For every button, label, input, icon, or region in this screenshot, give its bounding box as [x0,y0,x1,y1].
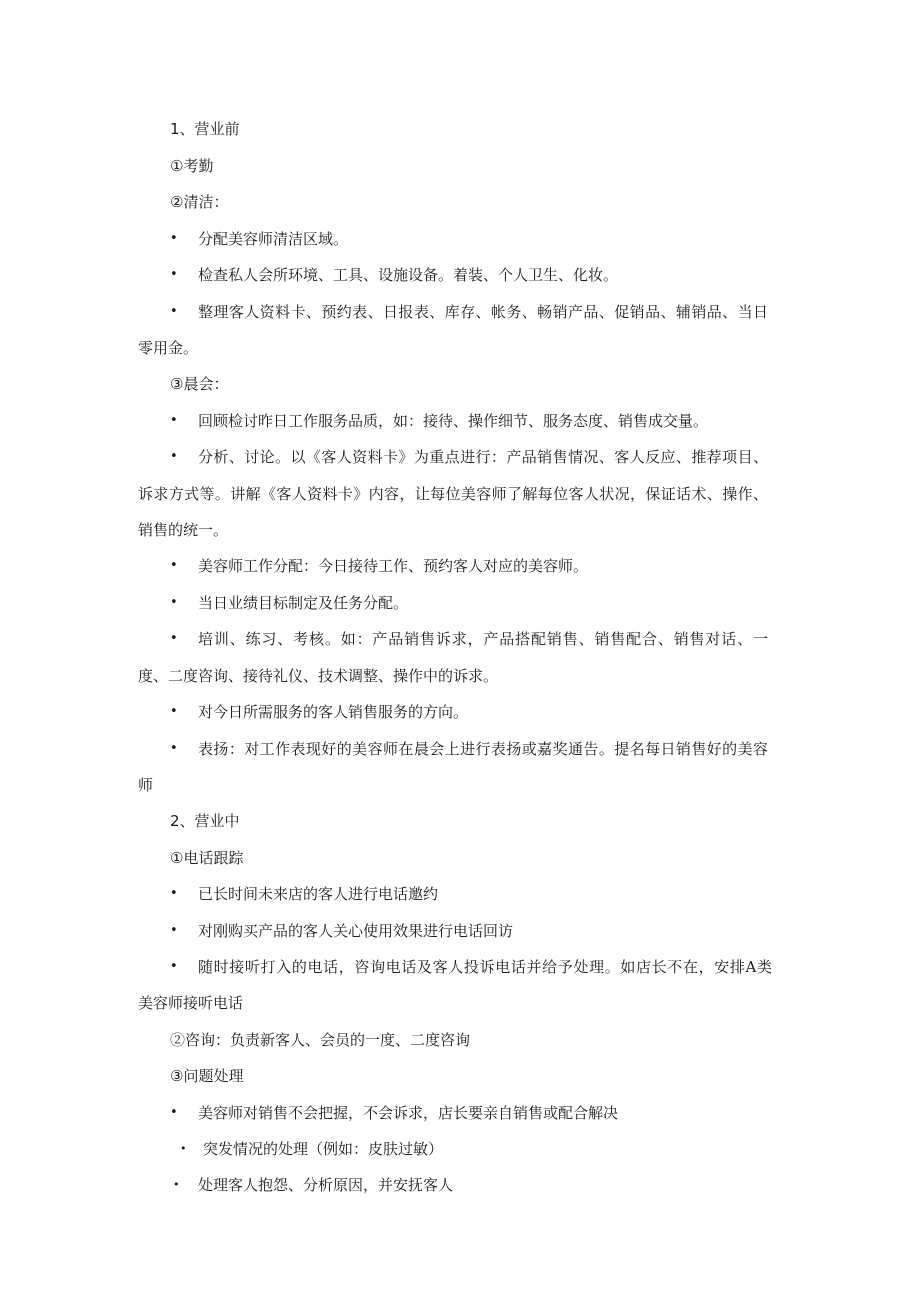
problem-item-sales-help: 美容师对销售不会把握，不会诉求，店长要亲自销售或配合解决 [198,1104,619,1122]
bullet-marker: • [170,304,178,319]
meeting-item-review: 回顾检讨昨日工作服务品质，如：接待、操作细节、服务态度、销售成交量。 [198,412,709,430]
subheading-consultation: ②咨询：负责新客人、会员的一度、二度咨询 [170,1031,471,1049]
bullet-marker: • [170,1105,178,1120]
cleaning-item-3-line-2: 零用金。 [138,339,199,357]
phone-item-answer-line-2: 美容师接听电话 [138,994,244,1012]
subheading-cleaning: ②清洁： [170,193,229,211]
phone-item-invite: 已长时间未来店的客人进行电话邀约 [198,885,439,903]
phone-item-followup: 对刚购买产品的客人关心使用效果进行电话回访 [198,922,514,940]
cleaning-item-2: 检查私人会所环境、工具、设施设备。着装、个人卫生、化妆。 [198,266,619,284]
subheading-problem-handling: ③问题处理 [170,1067,244,1085]
meeting-item-analysis-line-2: 诉求方式等。讲解《客人资料卡》内容，让每位美容师了解每位客人状况，保证话术、操作、 [138,485,768,503]
cleaning-item-3-line-1: 整理客人资料卡、预约表、日报表、库存、帐务、畅销产品、促销品、辅销品、当日 [198,303,768,321]
meeting-item-analysis-line-3: 销售的统一。 [138,521,229,539]
cleaning-item-1: 分配美容师清洁区域。 [198,230,349,248]
bullet-marker: • [170,959,178,974]
meeting-item-direction: 对今日所需服务的客人销售服务的方向。 [198,703,469,721]
meeting-item-analysis-line-1: 分析、讨论。以《客人资料卡》为重点进行：产品销售情况、客人反应、推荐项目、 [198,448,768,466]
bullet-marker: • [170,886,178,901]
meeting-item-praise-line-1: 表扬：对工作表现好的美容师在晨会上进行表扬或嘉奖通告。提名每日销售好的美容 [198,740,768,758]
meeting-item-training-line-2: 度、二度咨询、接待礼仪、技术调整、操作中的诉求。 [138,667,499,685]
bullet-marker: • [170,267,178,282]
subheading-phone-tracking: ①电话跟踪 [170,849,244,867]
subheading-attendance: ①考勤 [170,157,214,175]
problem-item-complaints: 处理客人抱怨、分析原因，并安抚客人 [198,1176,454,1194]
bullet-marker: • [170,449,178,464]
bullet-marker: • [170,631,178,646]
bullet-marker: • [170,741,178,756]
bullet-marker: • [170,231,178,246]
meeting-item-assignment: 美容师工作分配：今日接待工作、预约客人对应的美容师。 [198,557,589,575]
phone-item-answer-line-1: 随时接听打入的电话，咨询电话及客人投诉电话并给予处理。如店长不在，安排A类 [198,958,772,976]
meeting-item-praise-line-2: 师 [138,776,154,794]
section-title-during-business: 2、营业中 [170,812,240,830]
bullet-marker: • [170,413,178,428]
meeting-item-training-line-1: 培训、练习、考核。如：产品销售诉求，产品搭配销售、销售配合、销售对话、一 [198,630,768,648]
bullet-marker: • [170,595,178,610]
bullet-marker: • [173,1178,180,1191]
section-title-before-business: 1、营业前 [170,120,240,138]
bullet-marker: • [180,1142,187,1155]
subheading-morning-meeting: ③晨会： [170,375,229,393]
bullet-marker: • [170,923,178,938]
problem-item-emergency: 突发情况的处理（例如：皮肤过敏） [203,1140,444,1158]
bullet-marker: • [170,558,178,573]
bullet-marker: • [170,704,178,719]
meeting-item-targets: 当日业绩目标制定及任务分配。 [198,594,409,612]
